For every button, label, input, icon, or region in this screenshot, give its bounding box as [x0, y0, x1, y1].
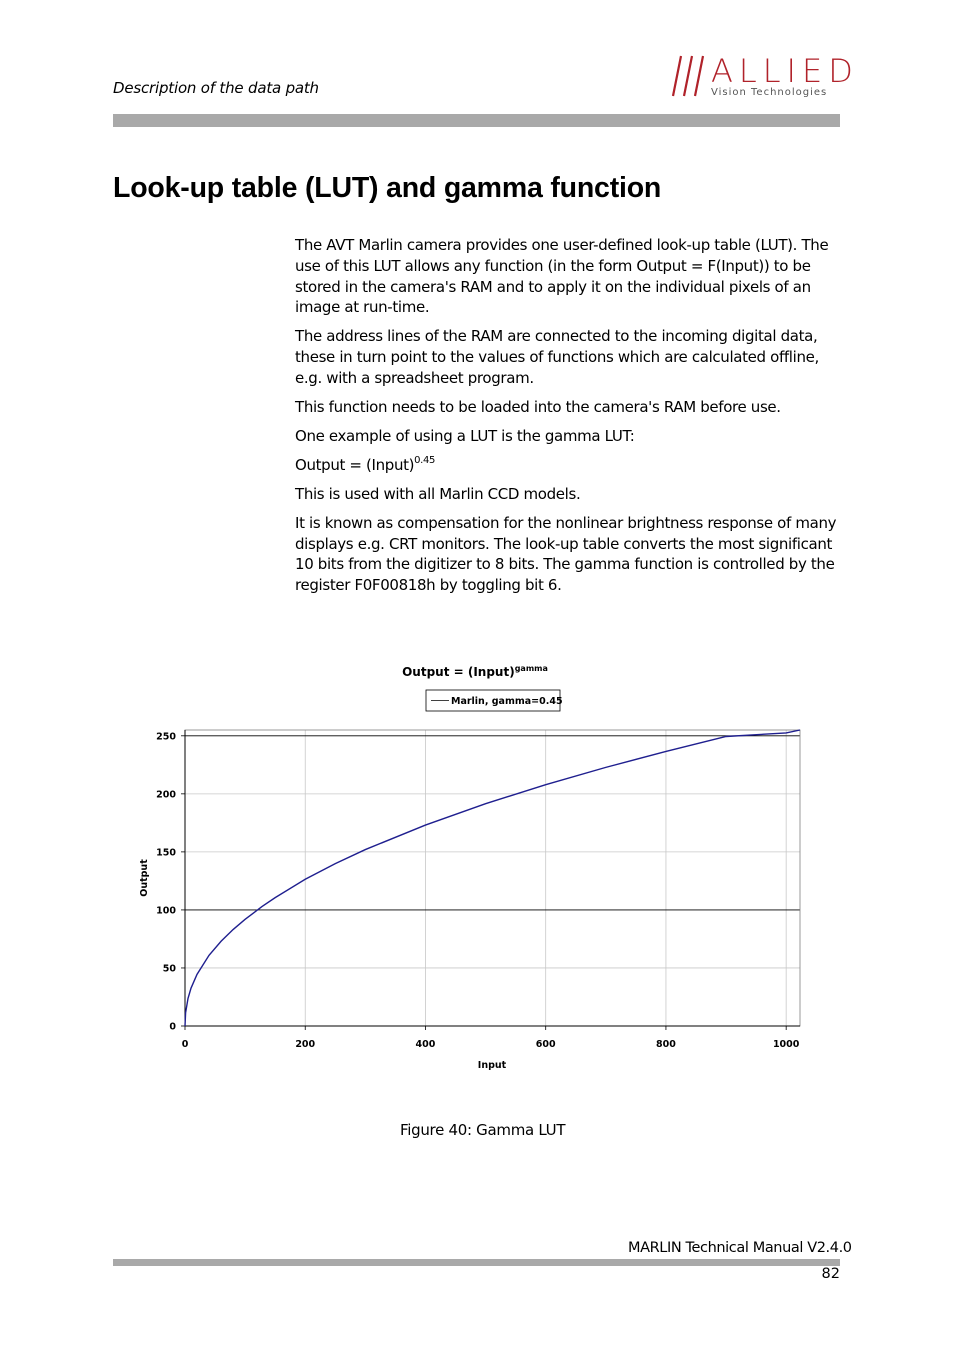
y-tick-label: 250	[156, 731, 176, 743]
logo-wordmark: ALLIED	[711, 52, 859, 90]
series-line-marlin	[185, 730, 800, 1026]
paragraph-compensation: It is known as compensation for the nonlinear brightness response of many displays e.g. CRT monitors. The look-up table converts the most significant 10 bits from the digitizer to 8 bits. The gamma function is controlled by the register F0F00818h by toggling bit 6.	[295, 513, 837, 595]
gamma-lut-chart	[130, 650, 820, 1090]
y-axis-label: Output	[139, 859, 150, 897]
x-tick-label: 600	[535, 1039, 556, 1050]
x-tick-label: 400	[415, 1039, 436, 1050]
legend-label: Marlin, gamma=0.45	[451, 696, 563, 707]
page-number: 82	[821, 1266, 840, 1282]
x-tick-label: 800	[656, 1039, 676, 1050]
plot-frame	[185, 730, 800, 1026]
figure-caption: Figure 40: Gamma LUT	[400, 1121, 566, 1139]
paragraph-address-lines: The address lines of the RAM are connected to the incoming digital data, these in turn point to the values of functions which are calculated offline, e.g. with a spreadsheet program.	[295, 327, 819, 387]
footer-manual-title: MARLIN Technical Manual V2.4.0	[628, 1240, 852, 1256]
gamma-formula	[295, 455, 843, 476]
paragraph-lut-intro: The AVT Marlin camera provides one user-defined look-up table (LUT). The use of this LUT allows any function (in the form Output = F(Input)) to be stored in the camera's RAM and to apply it on the individual pixels of an image at run-time.	[295, 236, 829, 317]
y-tick-label: 200	[156, 789, 176, 801]
chart-title	[402, 664, 548, 679]
paragraph-ccd-models: This is used with all Marlin CCD models.	[295, 484, 581, 503]
chart-title-sup: gamma	[514, 664, 548, 673]
x-tick-label: 1000	[772, 1039, 800, 1050]
y-tick-label: 100	[156, 905, 176, 917]
y-tick-label: 50	[162, 963, 176, 975]
x-axis-label: Input	[477, 1060, 507, 1071]
body-text	[295, 235, 843, 604]
paragraph-gamma-example: One example of using a LUT is the gamma LUT:	[295, 426, 635, 445]
footer-rule	[113, 1259, 840, 1266]
x-tick-label: 200	[295, 1039, 316, 1050]
formula-exponent: 0.45	[414, 454, 436, 466]
chart-title-main: Output = (Input)	[402, 665, 515, 679]
page-title: Look-up table (LUT) and gamma function	[113, 172, 662, 204]
header-rule	[113, 114, 840, 127]
y-tick-label: 150	[156, 847, 176, 859]
paragraph-load-ram: This function needs to be loaded into the camera's RAM before use.	[295, 397, 781, 416]
header-section-title: Description of the data path	[113, 79, 319, 97]
logo-subtitle: Vision Technologies	[711, 87, 828, 98]
formula-base: Output = (Input)	[295, 455, 415, 474]
x-tick-label: 0	[181, 1039, 189, 1050]
y-tick-label: 0	[169, 1021, 176, 1033]
